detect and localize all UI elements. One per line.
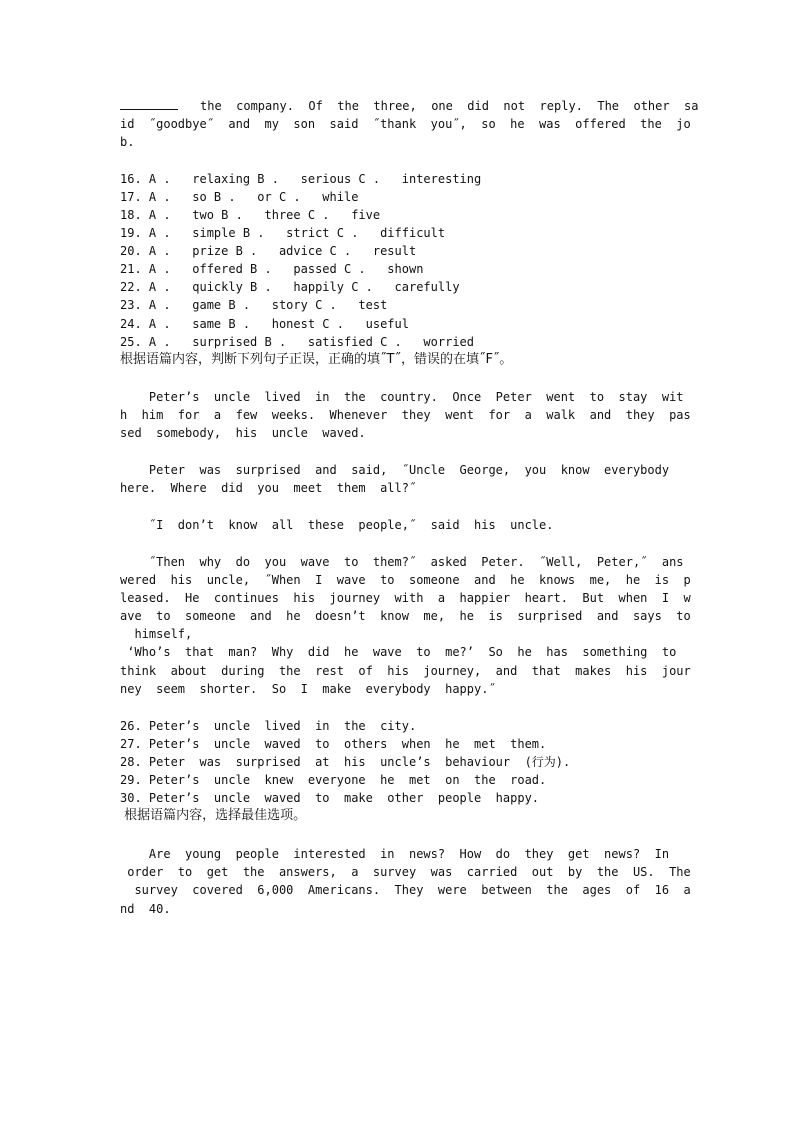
passage-b-line: ˝Then why do you wave to them?˝ asked Peter. ˝Well, Peter,˝ ans: [120, 555, 684, 569]
statement-29: 29. Peter’s uncle knew everyone he met on the road.: [120, 773, 547, 787]
option-row-16: 16. A . relaxing B . serious C . interesting: [120, 172, 482, 186]
answer-blank[interactable]: [120, 98, 178, 110]
passage-b-line: sed somebody, his uncle waved.: [120, 426, 366, 440]
option-row-19: 19. A . simple B . strict C . difficult: [120, 226, 446, 240]
instruction-best-choice: 根据语篇内容，选择最佳选项。: [120, 808, 307, 823]
passage-b-line: wered his uncle, ˝When I wave to someone and he knows me, he is p: [120, 573, 691, 587]
passage-b-line: ney seem shorter. So I make everybody happy.˝: [120, 682, 496, 696]
passage-b-line: think about during the rest of his journey, and that makes his jour: [120, 664, 691, 678]
instruction-true-false: 根据语篇内容，判断下列句子正误，正确的填˝T˝，错误的在填˝F˝。: [120, 352, 513, 367]
passage-c-line: Are young people interested in news? How do they get news? In: [120, 847, 670, 861]
cloze-line-1-text: the company. Of the three, one did not reply. The other sa: [200, 99, 699, 113]
passage-b-line: Peter’s uncle lived in the country. Once Peter went to stay wit: [120, 390, 684, 404]
cloze-line-2: id ˝goodbye˝ and my son said ˝thank you˝, so he was offered the jo: [120, 117, 691, 131]
option-row-21: 21. A . offered B . passed C . shown: [120, 262, 424, 276]
passage-b-line: h him for a few weeks. Whenever they went for a walk and they pas: [120, 408, 691, 422]
passage-b-line: Peter was surprised and said, ˝Uncle George, you know everybody: [120, 463, 670, 477]
option-row-17: 17. A . so B . or C . while: [120, 190, 359, 204]
statement-28: 28. Peter was surprised at his uncle’s behaviour (行为).: [120, 755, 571, 769]
cloze-line-1: [120, 97, 699, 115]
passage-b-line: ˝I don’t know all these people,˝ said his uncle.: [120, 518, 554, 532]
option-row-23: 23. A . game B . story C . test: [120, 298, 388, 312]
statement-26: 26. Peter’s uncle lived in the city.: [120, 719, 417, 733]
passage-b-line: himself,: [120, 627, 193, 641]
option-row-20: 20. A . prize B . advice C . result: [120, 244, 417, 258]
passage-c-line: nd 40.: [120, 902, 171, 916]
option-row-25: 25. A . surprised B . satisfied C . worried: [120, 335, 475, 349]
statement-27: 27. Peter’s uncle waved to others when he met them.: [120, 737, 547, 751]
passage-b-line: here. Where did you meet them all?˝: [120, 481, 417, 495]
option-row-24: 24. A . same B . honest C . useful: [120, 317, 409, 331]
option-row-18: 18. A . two B . three C . five: [120, 208, 381, 222]
passage-b-line: ‘Who’s that man? Why did he wave to me?’ So he has something to: [120, 645, 677, 659]
passage-b-line: leased. He continues his journey with a happier heart. But when I w: [120, 591, 691, 605]
passage-c-line: survey covered 6,000 Americans. They were between the ages of 16 a: [120, 883, 691, 897]
statement-30: 30. Peter’s uncle waved to make other people happy.: [120, 791, 540, 805]
option-row-22: 22. A . quickly B . happily C . carefully: [120, 280, 460, 294]
passage-c-line: order to get the answers, a survey was carried out by the US. The: [120, 865, 691, 879]
cloze-line-3: b.: [120, 135, 135, 149]
passage-b-line: ave to someone and he doesn’t know me, he is surprised and says to: [120, 609, 691, 623]
